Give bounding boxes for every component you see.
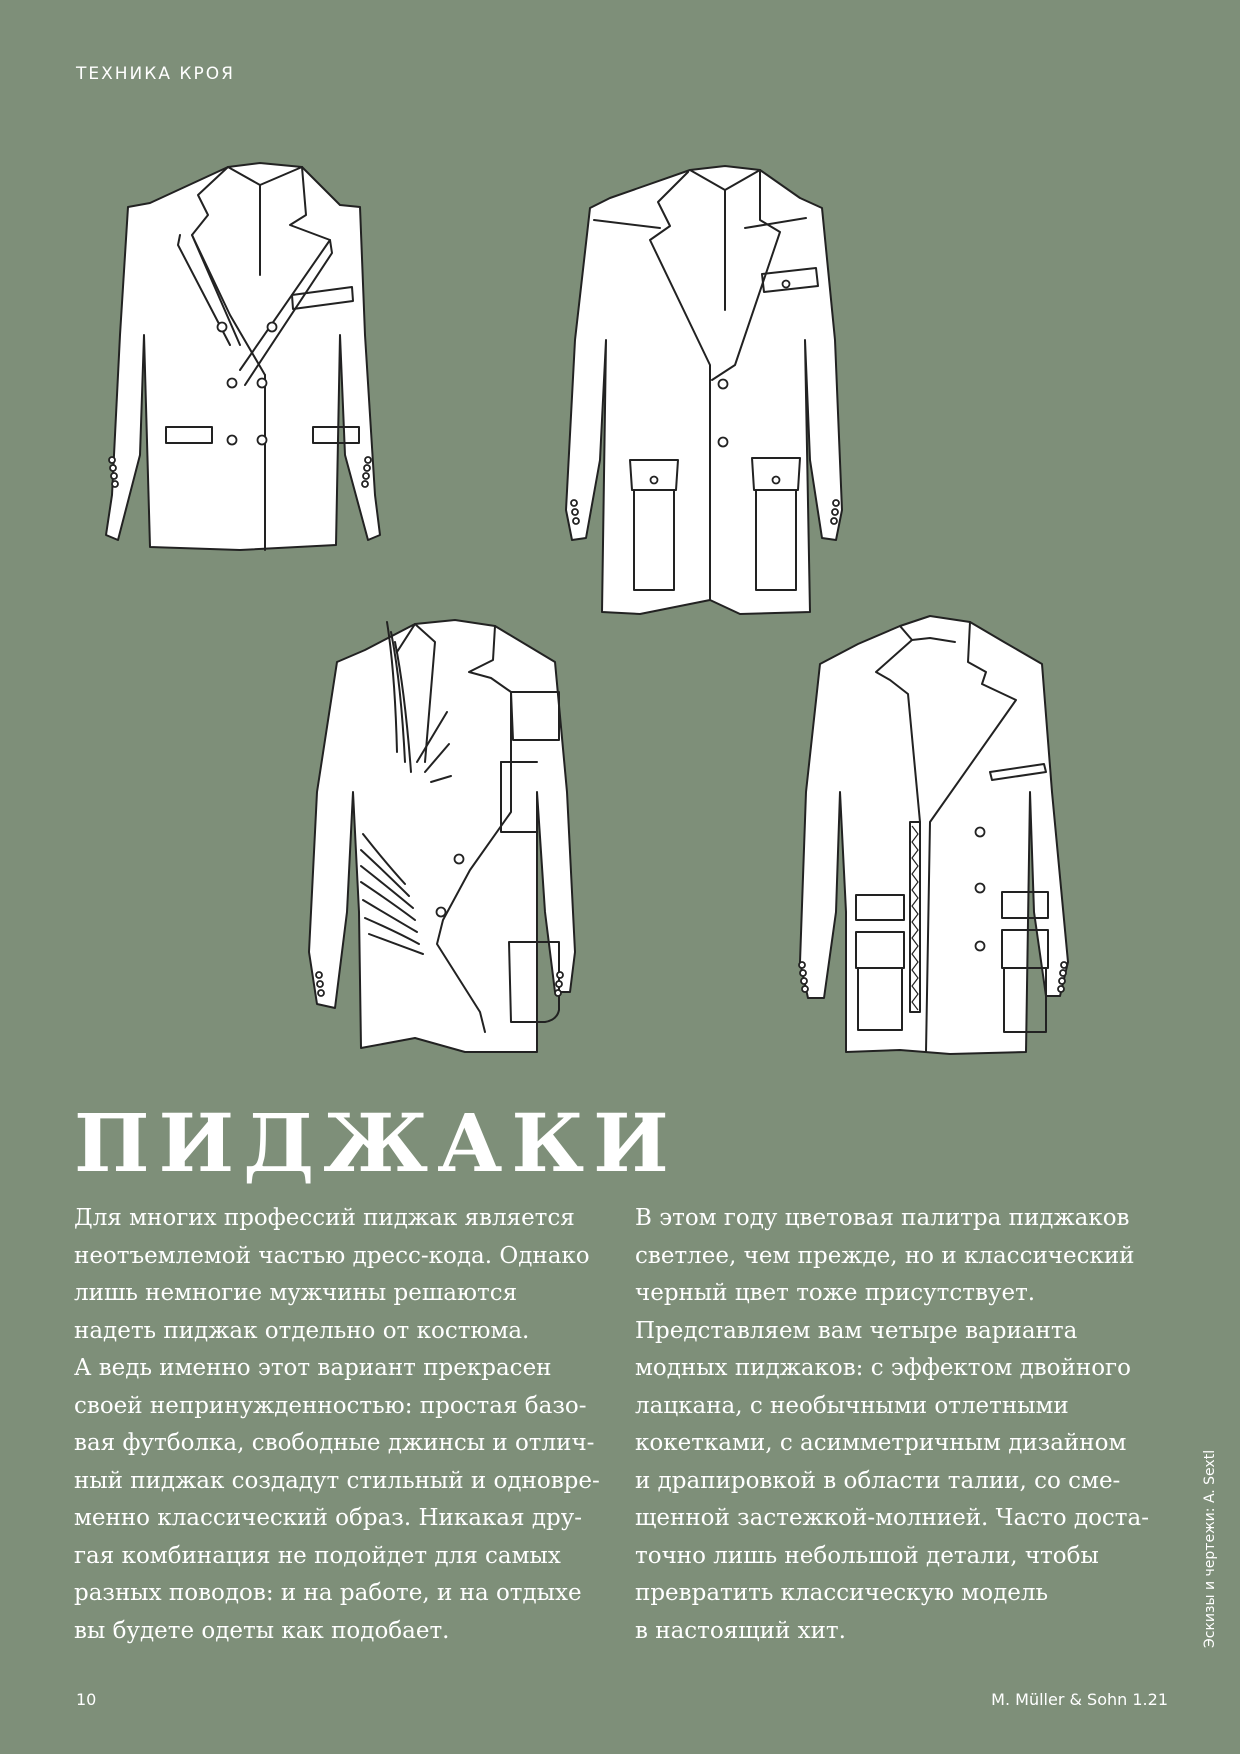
issue-label: M. Müller & Sohn 1.21 — [991, 1690, 1168, 1709]
text-line: модных пиджаков: с эффектом двойного — [635, 1355, 1131, 1381]
jacket-zip-icon — [790, 612, 1120, 1072]
text-line: щенной застежкой-молнией. Часто доста- — [635, 1505, 1150, 1531]
text-line: лацкана, с необычными отлетными — [635, 1392, 1069, 1419]
body-column-right — [635, 1200, 1175, 1650]
text-line: своей непринужденностью: простая базо- — [74, 1392, 587, 1419]
page-number: 10 — [76, 1690, 97, 1709]
text-line: надеть пиджак отдельно от костюма. — [74, 1317, 530, 1344]
text-line: вы будете одеты как подобает. — [74, 1617, 450, 1644]
text-line: В этом году цветовая палитра пиджаков — [635, 1205, 1130, 1231]
section-label: ТЕХНИКА КРОЯ — [76, 64, 235, 84]
text-line: менно классический образ. Никакая дру- — [74, 1505, 583, 1531]
body-column-left — [74, 1200, 614, 1650]
text-line: светлее, чем прежде, но и классический — [635, 1242, 1135, 1269]
text-line: гая комбинация не подойдет для самых — [74, 1542, 561, 1569]
text-line: неотъемлемой частью дресс-кода. Однако — [74, 1242, 590, 1269]
page-title: ПИДЖАКИ — [74, 1096, 678, 1190]
jacket-yoke-icon — [560, 160, 890, 620]
body-paragraph-left — [74, 1200, 614, 1650]
text-line: лишь немногие мужчины решаются — [74, 1280, 518, 1306]
text-line: А ведь именно этот вариант прекрасен — [74, 1355, 552, 1381]
text-line: точно лишь небольшой детали, чтобы — [635, 1542, 1099, 1569]
text-line: кокетками, с асимметричным дизайном — [635, 1430, 1127, 1456]
body-paragraph-right — [635, 1200, 1175, 1650]
text-line: черный цвет тоже присутствует. — [635, 1280, 1036, 1306]
text-line: превратить классическую модель — [635, 1580, 1049, 1606]
text-line: вая футболка, свободные джинсы и отлич- — [74, 1430, 595, 1456]
illustration-credit: Эскизы и чертежи: A. Sextl — [1202, 1449, 1218, 1648]
text-line: ный пиджак создадут стильный и одновре- — [74, 1467, 600, 1494]
text-line: Представляем вам четыре варианта — [635, 1317, 1078, 1344]
text-line: в настоящий хит. — [635, 1617, 846, 1644]
text-line: и драпировкой в области талии, со сме- — [635, 1467, 1121, 1494]
jacket-asymmetric-icon — [305, 612, 635, 1072]
text-line: Для многих профессий пиджак является — [74, 1205, 575, 1231]
jacket-double-lapel-icon — [100, 155, 430, 615]
text-line: разных поводов: и на работе, и на отдыхе — [74, 1580, 582, 1606]
